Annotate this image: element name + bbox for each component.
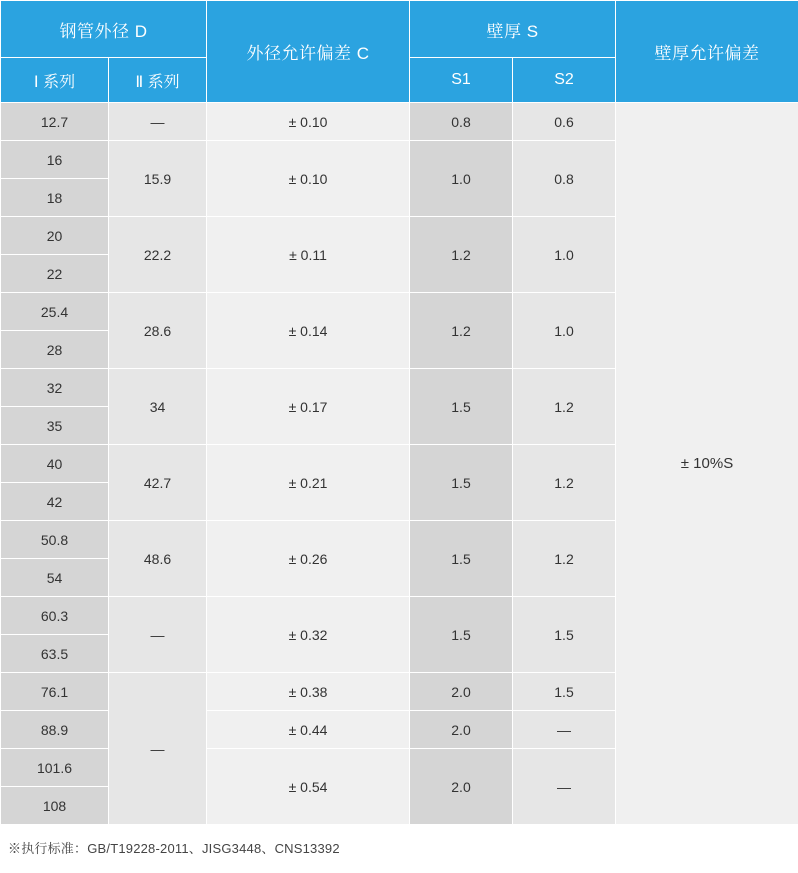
cell-wall-s1: 2.0 (410, 749, 513, 825)
cell-wall-s1: 2.0 (410, 673, 513, 711)
cell-series2-diameter: 28.6 (109, 293, 207, 369)
cell-series2-diameter: 48.6 (109, 521, 207, 597)
header-s2: S2 (513, 58, 616, 103)
table-body (1, 103, 798, 825)
cell-wall-s2: 1.0 (513, 217, 616, 293)
cell-series2-diameter: — (109, 673, 207, 825)
cell-series1-diameter: 28 (1, 331, 109, 369)
cell-series2-diameter: — (109, 103, 207, 141)
cell-wall-s2: 1.5 (513, 597, 616, 673)
cell-wall-s1: 1.5 (410, 597, 513, 673)
header-row-top (1, 1, 798, 58)
cell-wall-s1: 2.0 (410, 711, 513, 749)
cell-od-tolerance: ± 0.44 (207, 711, 410, 749)
cell-series1-diameter: 101.6 (1, 749, 109, 787)
header-wall-tolerance: 壁厚允许偏差 (616, 1, 798, 103)
cell-od-tolerance: ± 0.26 (207, 521, 410, 597)
cell-wall-s1: 0.8 (410, 103, 513, 141)
cell-series1-diameter: 88.9 (1, 711, 109, 749)
cell-series1-diameter: 12.7 (1, 103, 109, 141)
cell-series1-diameter: 20 (1, 217, 109, 255)
cell-series1-diameter: 32 (1, 369, 109, 407)
header-od-tolerance: 外径允许偏差 C (207, 1, 410, 103)
cell-series1-diameter: 63.5 (1, 635, 109, 673)
cell-od-tolerance: ± 0.10 (207, 103, 410, 141)
cell-series1-diameter: 22 (1, 255, 109, 293)
cell-series1-diameter: 60.3 (1, 597, 109, 635)
cell-od-tolerance: ± 0.14 (207, 293, 410, 369)
table-header (1, 1, 798, 103)
cell-series1-diameter: 25.4 (1, 293, 109, 331)
cell-series1-diameter: 35 (1, 407, 109, 445)
cell-od-tolerance: ± 0.11 (207, 217, 410, 293)
cell-od-tolerance: ± 0.54 (207, 749, 410, 825)
cell-od-tolerance: ± 0.21 (207, 445, 410, 521)
cell-od-tolerance: ± 0.38 (207, 673, 410, 711)
cell-wall-s2: 1.0 (513, 293, 616, 369)
header-series-2: Ⅱ 系列 (109, 58, 207, 103)
cell-wall-s1: 1.5 (410, 521, 513, 597)
cell-wall-s2: 1.2 (513, 521, 616, 597)
cell-series1-diameter: 50.8 (1, 521, 109, 559)
cell-wall-s2: — (513, 749, 616, 825)
footnote-standards: ※执行标准：GB/T19228-2011、JISG3448、CNS13392 (8, 841, 340, 856)
cell-od-tolerance: ± 0.10 (207, 141, 410, 217)
cell-series1-diameter: 40 (1, 445, 109, 483)
cell-series2-diameter: 34 (109, 369, 207, 445)
cell-wall-s2: — (513, 711, 616, 749)
cell-wall-s2: 0.8 (513, 141, 616, 217)
cell-series1-diameter: 18 (1, 179, 109, 217)
cell-od-tolerance: ± 0.17 (207, 369, 410, 445)
cell-wall-s2: 0.6 (513, 103, 616, 141)
header-s1: S1 (410, 58, 513, 103)
cell-series2-diameter: 15.9 (109, 141, 207, 217)
cell-series2-diameter: 22.2 (109, 217, 207, 293)
cell-wall-s1: 1.2 (410, 293, 513, 369)
cell-wall-s2: 1.5 (513, 673, 616, 711)
cell-wall-s1: 1.0 (410, 141, 513, 217)
cell-wall-s1: 1.2 (410, 217, 513, 293)
cell-wall-s2: 1.2 (513, 369, 616, 445)
header-wall-thickness-group: 壁厚 S (410, 1, 616, 58)
cell-series1-diameter: 108 (1, 787, 109, 825)
cell-series2-diameter: 42.7 (109, 445, 207, 521)
cell-wall-s1: 1.5 (410, 369, 513, 445)
cell-series1-diameter: 76.1 (1, 673, 109, 711)
cell-wall-s1: 1.5 (410, 445, 513, 521)
header-outer-diameter-group: 钢管外径 D (1, 1, 207, 58)
header-series-1: Ⅰ 系列 (1, 58, 109, 103)
cell-series1-diameter: 42 (1, 483, 109, 521)
cell-wall-tolerance-value: ± 10%S (616, 103, 798, 825)
cell-series2-diameter: — (109, 597, 207, 673)
cell-series1-diameter: 54 (1, 559, 109, 597)
table-row (1, 103, 798, 141)
cell-od-tolerance: ± 0.32 (207, 597, 410, 673)
cell-series1-diameter: 16 (1, 141, 109, 179)
cell-wall-s2: 1.2 (513, 445, 616, 521)
